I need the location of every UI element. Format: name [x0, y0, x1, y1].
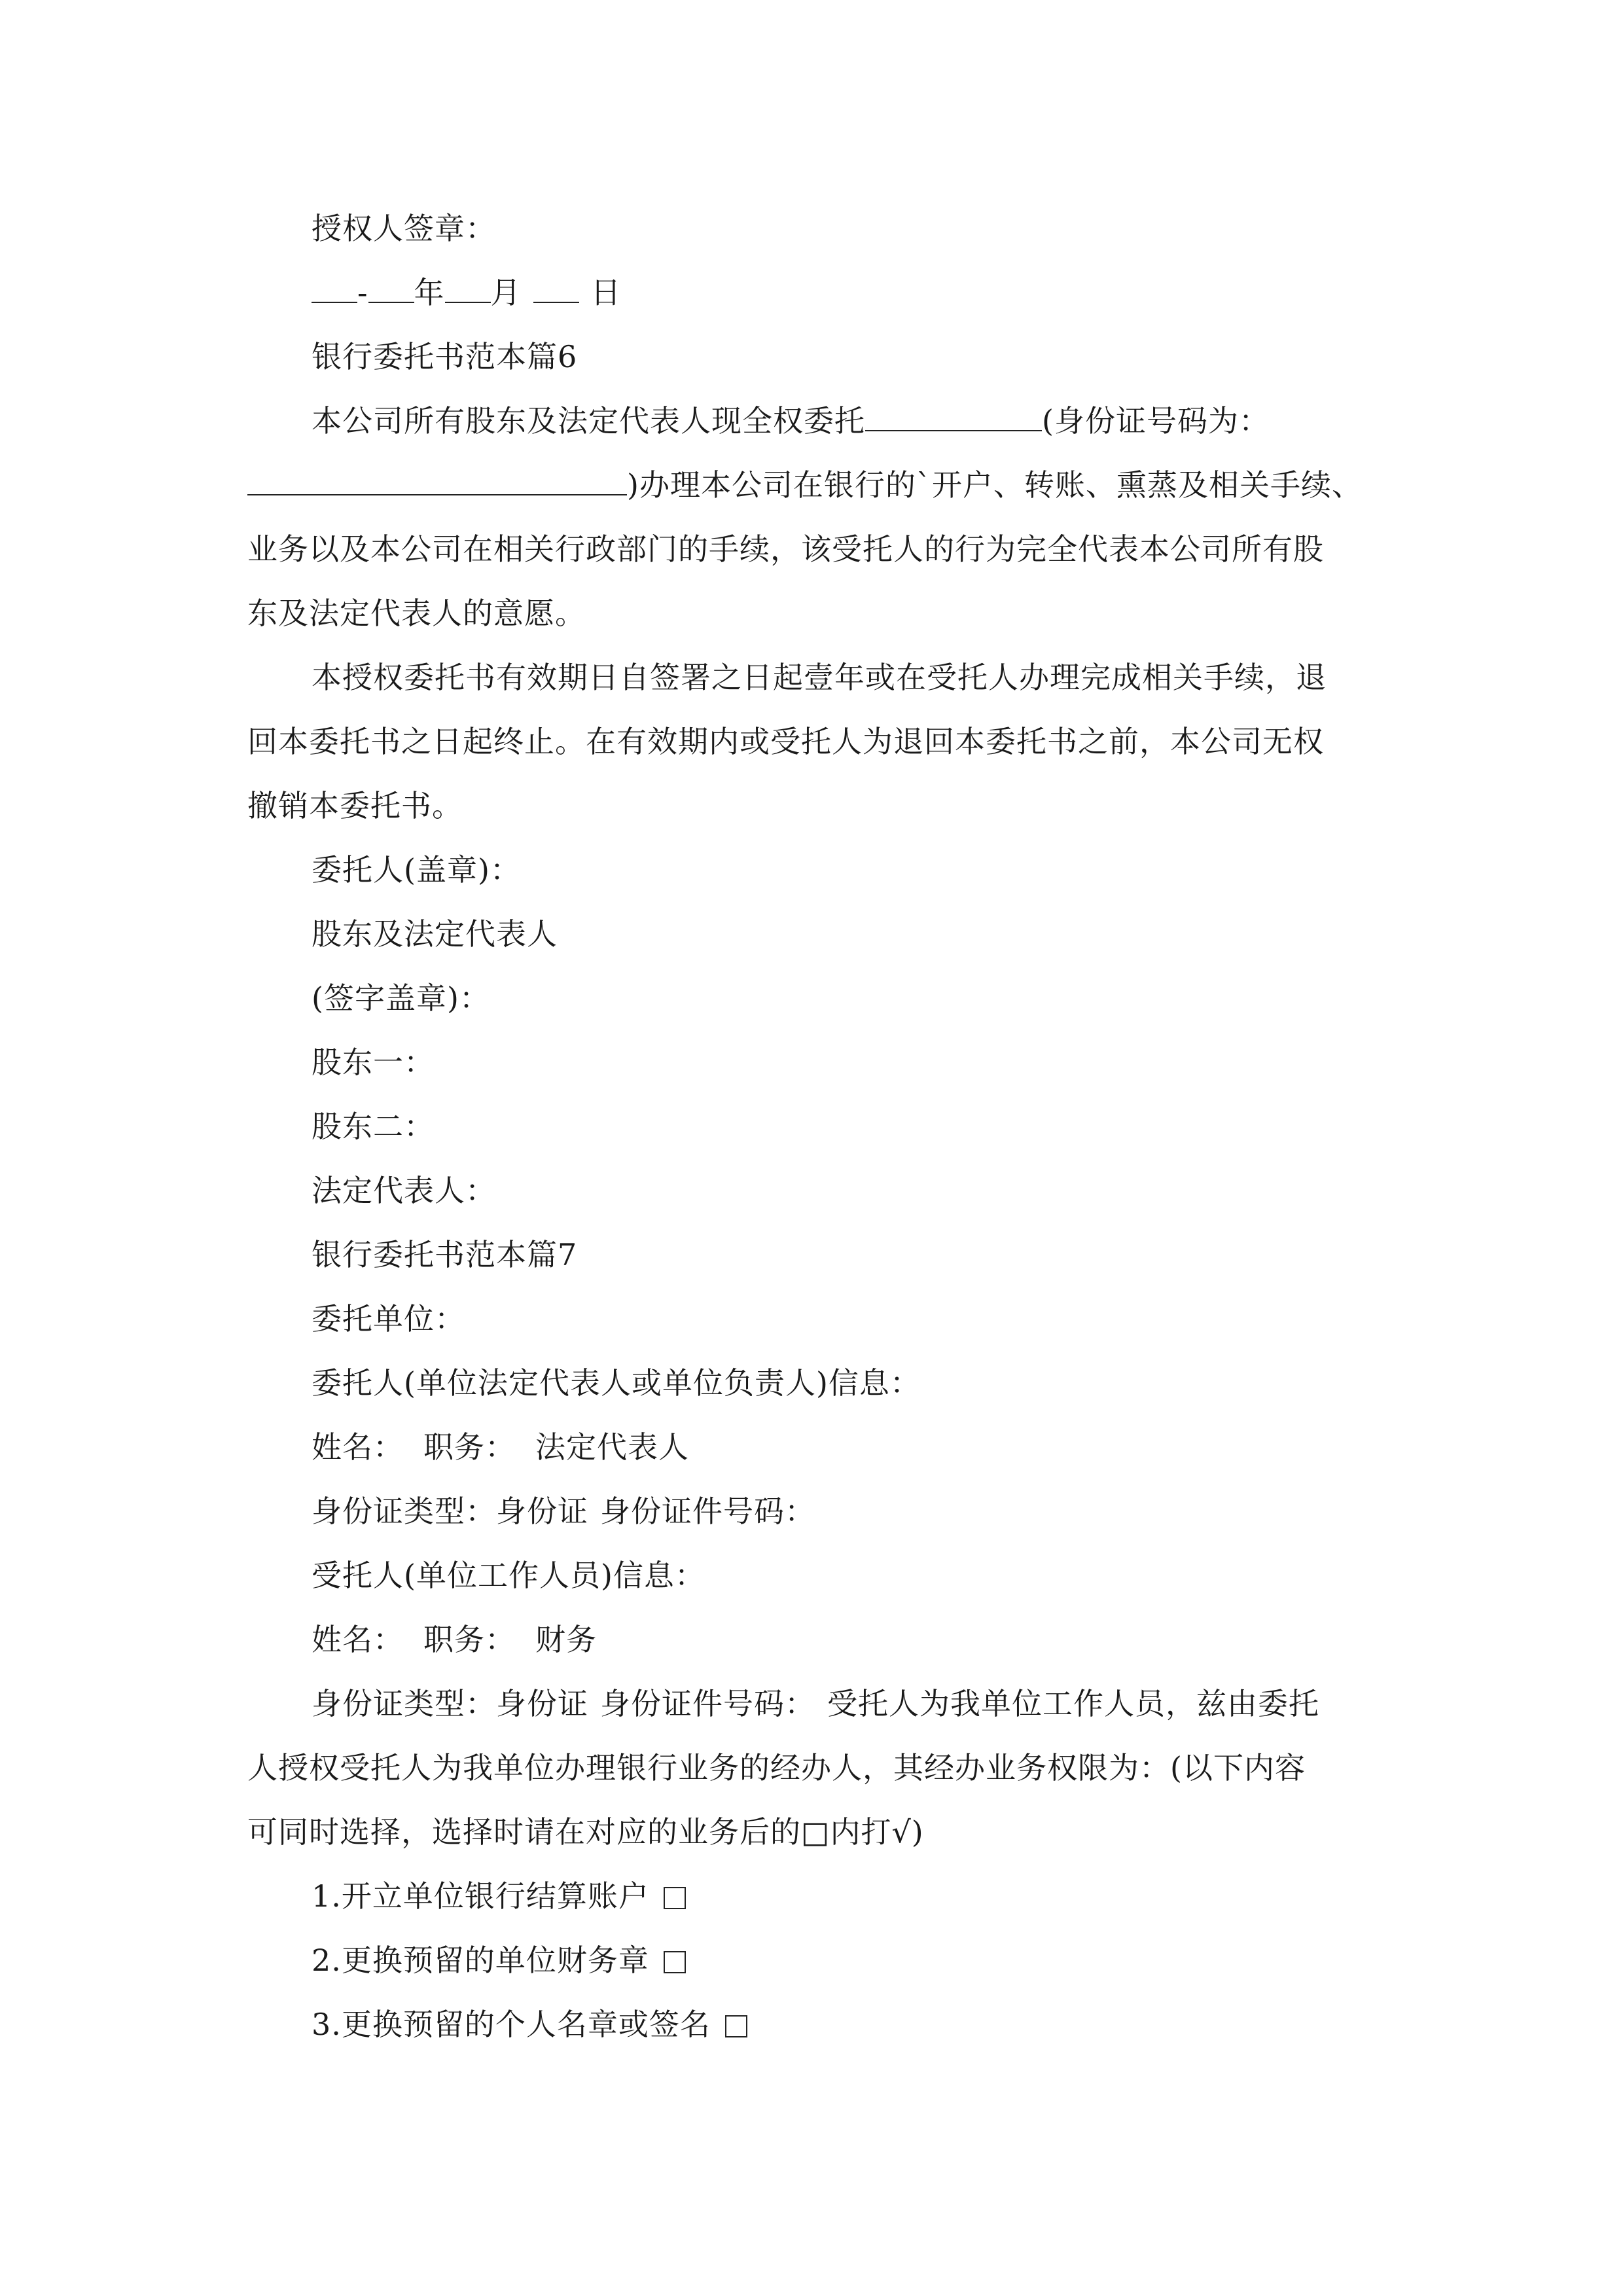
option-label: 3.更换预留的个人名章或签名	[312, 2007, 711, 2042]
date-line	[312, 260, 1463, 325]
option-change-finance-seal	[312, 1928, 1463, 1992]
paragraph-text: 本公司所有股东及法定代表人现全权委托	[312, 403, 865, 439]
paragraph-line: 撤销本委托书。	[247, 788, 463, 823]
authorizer-signature-label: 授权人签章：	[312, 211, 496, 246]
paragraph-text: (身份证号码为：	[1042, 403, 1270, 439]
paragraph-line	[247, 453, 1399, 517]
entrusting-unit-label: 委托单位：	[312, 1301, 465, 1336]
date-day-label: 日	[590, 275, 622, 310]
option-label: 1.开立单位银行结算账户	[312, 1878, 649, 1914]
option-checkbox[interactable]	[664, 1887, 686, 1909]
date-separator: -	[357, 275, 368, 310]
principal-id-row	[312, 1479, 1463, 1543]
legal-rep-label: 法定代表人：	[312, 1173, 496, 1208]
principal-info-label: 委托人(单位法定代表人或单位负责人)信息：	[312, 1365, 921, 1401]
trustee-id-row	[312, 1672, 1463, 1736]
shareholder-two-label: 股东二：	[312, 1109, 435, 1144]
shareholders-label: 股东及法定代表人	[312, 916, 558, 952]
date-blank-2[interactable]	[368, 276, 414, 303]
paragraph-text: )办理本公司在银行的`开户、转账、熏蒸及相关手续、	[627, 467, 1363, 503]
option-open-account	[312, 1864, 1463, 1928]
paragraph-line: 回本委托书之日起终止。在有效期内或受托人为退回本委托书之前，本公司无权	[247, 724, 1324, 759]
position-value: 法定代表人	[535, 1429, 689, 1465]
sign-seal-label: (签字盖章)：	[312, 980, 490, 1016]
position-label: 职务：	[423, 1622, 516, 1657]
option-change-personal-seal	[312, 1992, 1463, 2056]
id-type-label: 身份证类型：身份证	[312, 1494, 588, 1529]
name-label: 姓名：	[312, 1429, 404, 1465]
paragraph-text: 受托人为我单位工作人员，兹由委托	[827, 1686, 1319, 1721]
id-number-label: 身份证件号码：	[600, 1494, 815, 1529]
id-type-label: 身份证类型：身份证	[312, 1686, 588, 1721]
id-number-label: 身份证件号码：	[600, 1686, 815, 1721]
date-month-label: 月	[490, 275, 522, 310]
section-heading-7: 银行委托书范本篇7	[312, 1237, 578, 1272]
principal-name-row	[312, 1415, 1463, 1479]
option-checkbox[interactable]	[725, 2015, 747, 2037]
date-blank-3[interactable]	[445, 276, 491, 303]
shareholder-one-label: 股东一：	[312, 1045, 435, 1080]
section-heading-6: 银行委托书范本篇6	[312, 339, 578, 374]
position-label: 职务：	[423, 1429, 516, 1465]
trustee-name-row	[312, 1607, 1463, 1672]
principal-seal-label: 委托人(盖章)：	[312, 852, 521, 888]
paragraph-line: 人授权受托人为我单位办理银行业务的经办人，其经办业务权限为：(以下内容	[247, 1750, 1306, 1785]
paragraph-line: 东及法定代表人的意愿。	[247, 596, 586, 631]
option-label: 2.更换预留的单位财务章	[312, 1943, 649, 1978]
trustee-name-blank[interactable]	[865, 404, 1042, 431]
trustee-info-label: 受托人(单位工作人员)信息：	[312, 1558, 705, 1593]
date-blank-1[interactable]	[312, 276, 357, 303]
date-year-label: 年	[414, 275, 445, 310]
name-label: 姓名：	[312, 1622, 404, 1657]
option-checkbox[interactable]	[664, 1951, 686, 1973]
paragraph-line	[312, 389, 1463, 453]
paragraph-line: 可同时选择，选择时请在对应的业务后的□内打√)	[247, 1814, 924, 1850]
id-number-blank[interactable]	[247, 468, 627, 495]
date-blank-4[interactable]	[533, 276, 579, 303]
paragraph-line: 本授权委托书有效期日自签署之日起壹年或在受托人办理完成相关手续，退	[312, 660, 1327, 695]
position-value: 财务	[535, 1622, 597, 1657]
paragraph-line: 业务以及本公司在相关行政部门的手续，该受托人的行为完全代表本公司所有股	[247, 531, 1324, 567]
